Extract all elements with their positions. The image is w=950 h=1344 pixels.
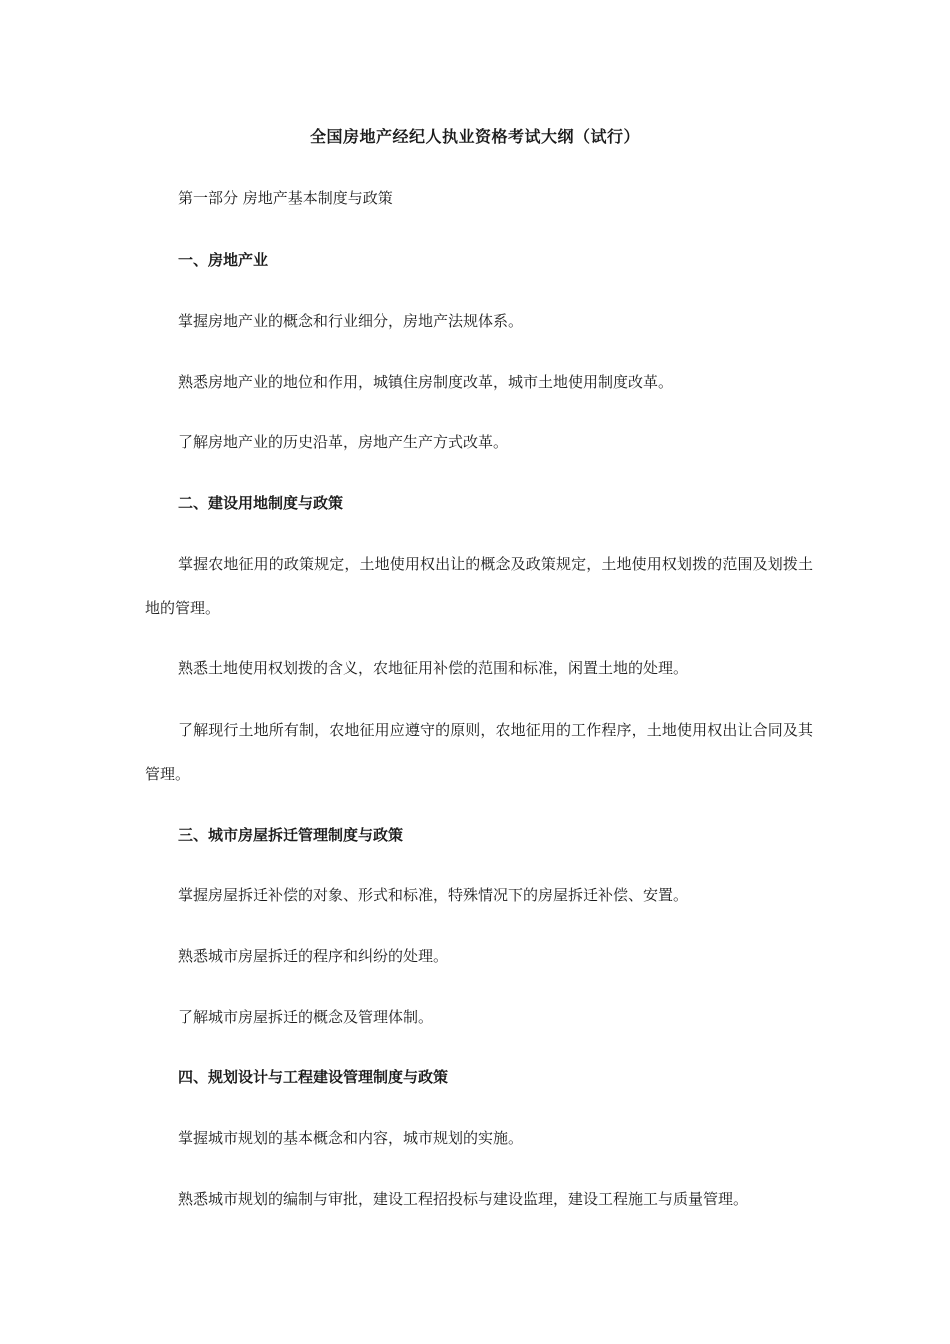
paragraph: 掌握房地产业的概念和行业细分，房地产法规体系。	[178, 312, 524, 330]
paragraph: 了解城市房屋拆迁的概念及管理体制。	[178, 1008, 434, 1026]
section-heading: 一、房地产业	[178, 251, 269, 269]
section-heading: 二、建设用地制度与政策	[178, 494, 344, 512]
paragraph: 了解房地产业的历史沿革，房地产生产方式改革。	[178, 433, 509, 451]
section-heading: 四、规划设计与工程建设管理制度与政策	[178, 1068, 449, 1086]
paragraph: 掌握房屋拆迁补偿的对象、形式和标准，特殊情况下的房屋拆迁补偿、安置。	[178, 886, 689, 904]
paragraph: 熟悉土地使用权划拨的含义，农地征用补偿的范围和标准，闲置土地的处理。	[178, 659, 689, 677]
paragraph: 掌握城市规划的基本概念和内容，城市规划的实施。	[178, 1129, 524, 1147]
section-heading: 三、城市房屋拆迁管理制度与政策	[178, 826, 404, 844]
part-heading: 第一部分 房地产基本制度与政策	[178, 189, 393, 207]
document-title: 全国房地产经纪人执业资格考试大纲（试行）	[309, 127, 640, 146]
paragraph: 熟悉房地产业的地位和作用，城镇住房制度改革，城市土地使用制度改革。	[178, 373, 674, 391]
paragraph: 掌握农地征用的政策规定，土地使用权出让的概念及政策规定，土地使用权划拨的范围及划拨土地的管理。	[145, 555, 813, 617]
paragraph: 熟悉城市房屋拆迁的程序和纠纷的处理。	[178, 947, 449, 965]
paragraph: 了解现行土地所有制，农地征用应遵守的原则，农地征用的工作程序，土地使用权出让合同及其管理。	[145, 721, 813, 783]
paragraph: 熟悉城市规划的编制与审批，建设工程招投标与建设监理，建设工程施工与质量管理。	[178, 1190, 749, 1208]
